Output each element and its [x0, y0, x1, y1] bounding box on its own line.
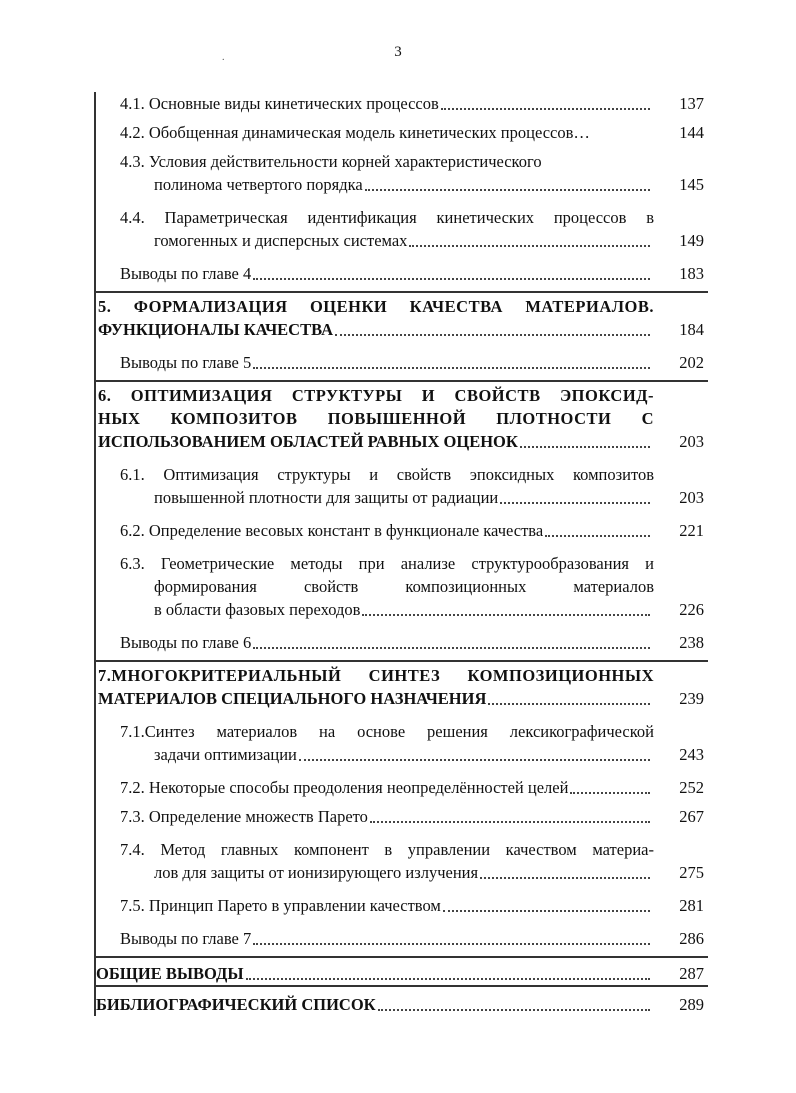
- toc-entry-title-cont: повышенной плотности для защиты от радиации: [154, 488, 499, 507]
- toc-page-number: 252: [679, 778, 704, 797]
- toc-page-number: 149: [679, 231, 704, 250]
- dot-leader: [253, 942, 650, 945]
- toc-page-number: 202: [679, 353, 704, 372]
- toc-chapter-5[interactable]: [96, 291, 708, 341]
- toc-entry-title: 4.4. Параметрическая идентификация кинетических процессов в: [120, 208, 654, 227]
- toc-chapter-title: 6. ОПТИМИЗАЦИЯ СТРУКТУРЫ И СВОЙСТВ ЭПОКСИД-: [98, 386, 654, 405]
- toc-entry-4-4[interactable]: [96, 206, 708, 252]
- toc-entry-title: 7.2. Некоторые способы преодоления неопределённостей целей: [120, 778, 569, 797]
- toc-entry-title: 7.4. Метод главных компонент в управлении качеством материа-: [120, 840, 654, 859]
- toc-entry-conclusions-7[interactable]: [96, 927, 708, 950]
- toc-entry-title: 6.3. Геометрические методы при анализе структурообразования и: [120, 554, 654, 573]
- table-of-contents: [94, 92, 708, 1016]
- toc-entry-title: 7.5. Принцип Парето в управлении качеством: [120, 896, 441, 915]
- toc-entry-7-5[interactable]: [96, 894, 708, 917]
- toc-entry-7-4[interactable]: [96, 838, 708, 884]
- toc-entry-4-1[interactable]: [96, 92, 708, 115]
- toc-entry-title: 7.1.Синтез материалов на основе решения лексикографической: [120, 722, 654, 741]
- toc-chapter-7[interactable]: [96, 660, 708, 710]
- toc-page-number: 267: [679, 807, 704, 826]
- dot-leader: [545, 534, 650, 537]
- toc-entry-title-cont: задачи оптимизации: [154, 745, 297, 764]
- toc-entry-conclusions-5[interactable]: [96, 351, 708, 374]
- toc-entry-4-3[interactable]: [96, 150, 708, 196]
- toc-entry-6-3[interactable]: [96, 552, 708, 621]
- toc-entry-conclusions-6[interactable]: [96, 631, 708, 654]
- dot-leader: [378, 1008, 650, 1011]
- toc-section-title: БИБЛИОГРАФИЧЕСКИЙ СПИСОК: [96, 995, 376, 1014]
- dot-leader: [520, 445, 650, 448]
- toc-section-title: ОБЩИЕ ВЫВОДЫ: [96, 964, 244, 983]
- toc-chapter-title: 5. ФОРМАЛИЗАЦИЯ ОЦЕНКИ КАЧЕСТВА МАТЕРИАЛОВ.: [98, 297, 654, 316]
- dot-leader: [299, 758, 650, 761]
- toc-page-number: 221: [679, 521, 704, 540]
- toc-entry-title: 4.2. Обобщенная динамическая модель кинетических процессов…: [120, 123, 590, 142]
- dot-leader: [570, 791, 650, 794]
- toc-chapter-title-cont: ИСПОЛЬЗОВАНИЕМ ОБЛАСТЕЙ РАВНЫХ ОЦЕНОК: [98, 432, 518, 451]
- dot-leader: [443, 909, 650, 912]
- toc-entry-title-cont: в области фазовых переходов: [154, 600, 361, 619]
- toc-entry-title: Выводы по главе 7: [120, 929, 252, 948]
- toc-chapter-6[interactable]: [96, 380, 708, 453]
- toc-entry-title-cont: полинома четвертого порядка: [154, 175, 363, 194]
- dot-leader: [362, 613, 650, 616]
- dot-leader: [409, 244, 650, 247]
- toc-chapter-title-cont: МАТЕРИАЛОВ СПЕЦИАЛЬНОГО НАЗНАЧЕНИЯ: [98, 689, 487, 708]
- dot-leader: [246, 977, 650, 980]
- toc-page-number: 184: [679, 320, 704, 339]
- toc-entry-conclusions-4[interactable]: [96, 262, 708, 285]
- toc-page-number: 226: [679, 600, 704, 619]
- dot-leader: [365, 188, 650, 191]
- toc-page-number: 144: [679, 123, 704, 142]
- toc-entry-title-cont: формирования свойств композиционных материалов: [154, 577, 654, 596]
- toc-entry-7-1[interactable]: [96, 720, 708, 766]
- toc-entry-title-cont: гомогенных и дисперсных системах: [154, 231, 408, 250]
- toc-page-number: 275: [679, 863, 704, 882]
- toc-page-number: 239: [679, 689, 704, 708]
- stray-mark: .: [222, 52, 225, 63]
- toc-entry-title: Выводы по главе 4: [120, 264, 252, 283]
- toc-chapter-title: 7.МНОГОКРИТЕРИАЛЬНЫЙ СИНТЕЗ КОМПОЗИЦИОННЫХ: [98, 666, 654, 685]
- toc-bibliography[interactable]: [96, 985, 708, 1016]
- dot-leader: [500, 501, 650, 504]
- dot-leader: [253, 366, 650, 369]
- toc-page-number: 145: [679, 175, 704, 194]
- toc-page-number: 238: [679, 633, 704, 652]
- toc-page-number: 183: [679, 264, 704, 283]
- toc-entry-6-2[interactable]: [96, 519, 708, 542]
- dot-leader: [253, 646, 650, 649]
- toc-page-number: 287: [679, 964, 704, 983]
- toc-entry-7-3[interactable]: [96, 805, 708, 828]
- toc-entry-title: 6.2. Определение весовых констант в функционале качества: [120, 521, 544, 540]
- toc-entry-7-2[interactable]: [96, 776, 708, 799]
- toc-page-number: 243: [679, 745, 704, 764]
- toc-entry-4-2[interactable]: [96, 121, 708, 144]
- toc-page-number: 289: [679, 995, 704, 1014]
- toc-page-number: 286: [679, 929, 704, 948]
- toc-entry-title: Выводы по главе 6: [120, 633, 252, 652]
- page-number: 3: [394, 44, 402, 60]
- toc-page-number: 137: [679, 94, 704, 113]
- toc-entry-title: 7.3. Определение множеств Парето: [120, 807, 368, 826]
- toc-page-number: 203: [679, 432, 704, 451]
- toc-entry-title: 6.1. Оптимизация структуры и свойств эпоксидных композитов: [120, 465, 654, 484]
- toc-entry-6-1[interactable]: [96, 463, 708, 509]
- toc-chapter-title-cont: ФУНКЦИОНАЛЫ КАЧЕСТВА: [98, 320, 333, 339]
- toc-entry-title: Выводы по главе 5: [120, 353, 252, 372]
- dot-leader: [253, 277, 650, 280]
- dot-leader: [441, 107, 650, 110]
- toc-page-number: 281: [679, 896, 704, 915]
- toc-entry-title-cont: лов для защиты от ионизирующего излучения: [154, 863, 479, 882]
- dot-leader: [370, 820, 650, 823]
- dot-leader: [480, 876, 650, 879]
- toc-entry-title: 4.3. Условия действительности корней характеристического: [120, 152, 542, 171]
- toc-chapter-title-cont: НЫХ КОМПОЗИТОВ ПОВЫШЕННОЙ ПЛОТНОСТИ С: [98, 409, 654, 428]
- toc-general-conclusions[interactable]: [96, 956, 708, 985]
- dot-leader: [335, 333, 650, 336]
- dot-leader: [488, 702, 650, 705]
- toc-entry-title: 4.1. Основные виды кинетических процессов: [120, 94, 439, 113]
- toc-page-number: 203: [679, 488, 704, 507]
